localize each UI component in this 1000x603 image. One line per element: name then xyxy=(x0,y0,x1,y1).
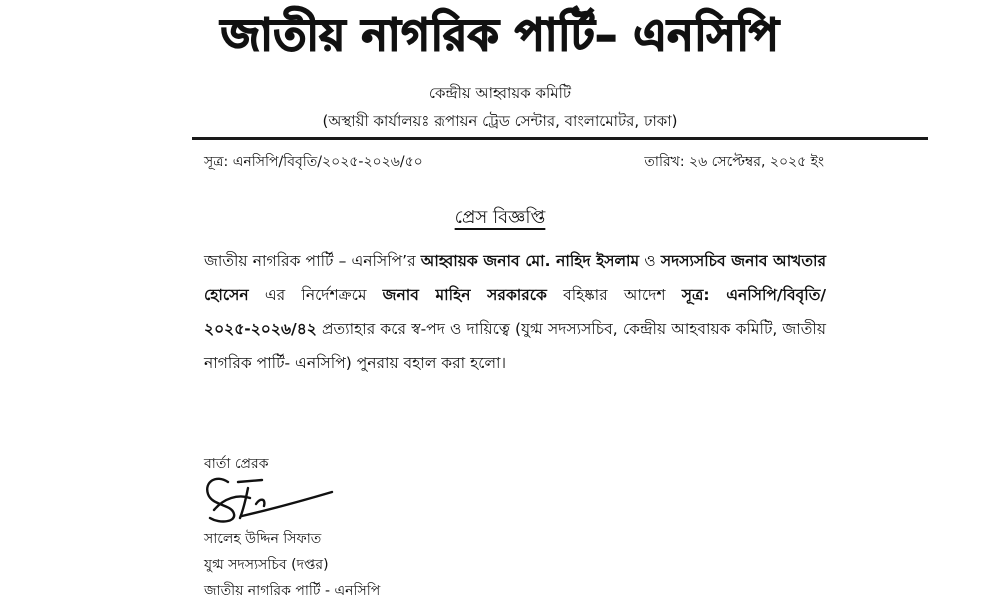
signer-title: যুগ্ম সদস্যসচিব (দপ্তর) xyxy=(204,557,329,573)
handwritten-signature xyxy=(198,468,338,526)
body-bold-person: জনাব মাহিন সরকারকে xyxy=(382,286,547,304)
body-bold-reference: সূত্র: এনসিপি/বিবৃতি/২০২৫-২০২৬/৪২ xyxy=(204,286,826,338)
header-divider xyxy=(192,137,928,140)
body-text-2: ও xyxy=(639,252,661,270)
body-bold-member-secretary: সদস্যসচিব জনাব আখতার হোসেন xyxy=(204,252,827,304)
body-text-4: বহিষ্কার আদেশ xyxy=(546,286,682,304)
press-release-heading-text: প্রেস বিজ্ঞপ্তি xyxy=(454,207,546,228)
committee-name: কেন্দ্রীয় আহ্বায়ক কমিটি xyxy=(428,84,572,102)
body-text-1: জাতীয় নাগরিক পার্টি – এনসিপি’র xyxy=(204,252,421,270)
press-release-heading xyxy=(0,203,1000,234)
office-address: (অস্থায়ী কার্যালয়ঃ রূপায়ন ট্রেড সেন্টার, বাংলামোটর, ঢাকা) xyxy=(322,112,678,130)
body-text-3: এর নির্দেশক্রমে xyxy=(248,286,383,304)
signer-name: সালেহ উদ্দিন সিফাত xyxy=(204,531,322,547)
body-text-5: প্রত্যাহার করে স্ব-পদ ও দায়িত্বে (যুগ্ম সদস্যসচিব, কেন্দ্রীয় আহবায়ক কমিটি, জাতীয় নাগরিক পার্টি- এনসিপি) পুনরায় বহাল করা হলো। xyxy=(204,320,826,372)
body-bold-convener: আহ্বায়ক জনাব মো. নাহিদ ইসলাম xyxy=(420,252,640,270)
reference-number: সূত্র: এনসিপি/বিবৃতি/২০২৫-২০২৬/৫০ xyxy=(204,154,423,170)
issue-date: তারিখ: ২৬ সেপ্টেম্বর, ২০২৫ ইং xyxy=(644,154,824,170)
sender-label: বার্তা প্রেরক xyxy=(204,456,269,472)
party-name-heading: জাতীয় নাগরিক পার্টি– এনসিপি xyxy=(220,10,780,61)
signer-organization: জাতীয় নাগরিক পার্টি - এনসিপি xyxy=(204,583,381,599)
release-body xyxy=(204,244,826,380)
